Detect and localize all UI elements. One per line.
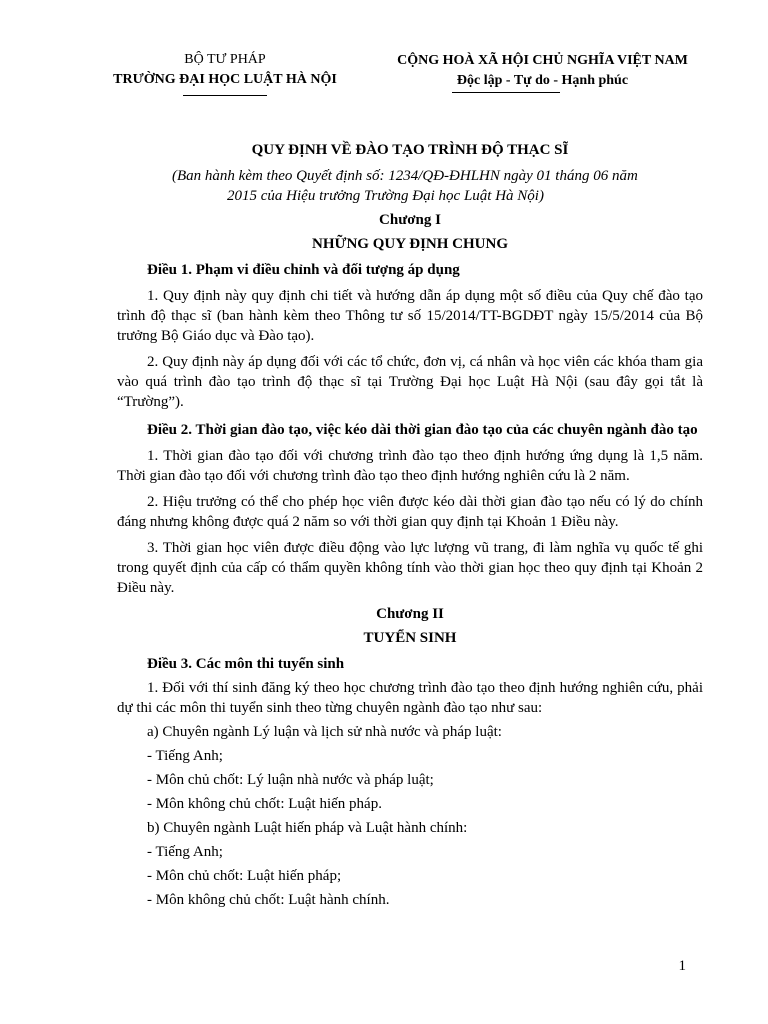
header-left-underline [183,95,267,96]
article-3-item-a-2: - Môn chủ chốt: Lý luận nhà nước và pháp luật; [147,772,434,788]
subtitle-line-2: 2015 của Hiệu trưởng Trường Đại học Luật Hà Nội) [227,188,544,204]
article-3-item-a-3: - Môn không chủ chốt: Luật hiến pháp. [147,796,382,812]
article-2-paragraph-2: 2. Hiệu trưởng có thể cho phép học viên được kéo dài thời gian đào tạo nếu có lý do chính đáng nhưng không được quá 2 năm so với thời gian quy định tại Khoản 1 Điều này. [117,494,703,530]
article-1-heading: Điều 1. Phạm vi điều chỉnh và đối tượng áp dụng [147,262,460,278]
article-3-item-b: b) Chuyên ngành Luật hiến pháp và Luật hành chính: [147,820,468,836]
article-3-item-a: a) Chuyên ngành Lý luận và lịch sử nhà nước và pháp luật: [147,724,502,740]
header-right-underline [452,92,560,93]
article-3-item-a-1: - Tiếng Anh; [147,748,223,764]
school-name: TRƯỜNG ĐẠI HỌC LUẬT HÀ NỘI [113,72,337,87]
article-1-paragraph-2: 2. Quy định này áp dụng đối với các tổ chức, đơn vị, cá nhân và học viên các khóa tham gia vào quá trình đào tạo trình độ thạc sĩ tại Trường Đại học Luật Hà Nội (sau đây gọi tắt là “Trường”). [117,354,703,410]
article-3-paragraph-1: 1. Đối với thí sinh đăng ký theo học chương trình đào tạo theo định hướng nghiên cứu, phải dự thi các môn thi tuyển sinh theo từng chuyên ngành đào tạo như sau: [117,680,703,716]
article-3-item-b-2: - Môn chủ chốt: Luật hiến pháp; [147,868,342,884]
document-title: QUY ĐỊNH VỀ ĐÀO TẠO TRÌNH ĐỘ THẠC SĨ [251,142,569,158]
article-2-heading: Điều 2. Thời gian đào tạo, việc kéo dài thời gian đào tạo của các chuyên ngành đào tạo [147,422,698,438]
chapter-1-label: Chương I [379,212,441,228]
document-subtitle [117,166,703,206]
chapter-1-name: NHỮNG QUY ĐỊNH CHUNG [312,236,508,252]
country-name: CỘNG HOÀ XÃ HỘI CHỦ NGHĨA VIỆT NAM [397,53,688,68]
article-3-item-b-1: - Tiếng Anh; [147,844,223,860]
article-2-paragraph-3: 3. Thời gian học viên được điều động vào lực lượng vũ trang, đi làm nghĩa vụ quốc tế ghi trong quyết định của cấp có thẩm quyền không tính vào thời gian học theo quy định tại Khoản 2 Điều này. [117,540,703,596]
header-right [380,51,705,91]
header-left [100,50,350,90]
chapter-2-label: Chương II [376,606,444,622]
document-body [117,140,703,910]
article-2-paragraph-1: 1. Thời gian đào tạo đối với chương trình đào tạo theo định hướng ứng dụng là 1,5 năm. Thời gian đào tạo đối với chương trình đào tạo theo định hướng nghiên cứu là 2 năm. [117,448,703,484]
national-motto: Độc lập - Tự do - Hạnh phúc [456,73,629,88]
page-number: 1 [678,958,686,974]
subtitle-line-1: (Ban hành kèm theo Quyết định số: 1234/QĐ-ĐHLHN ngày 01 tháng 06 năm [172,168,638,184]
chapter-2-name: TUYỂN SINH [363,630,457,646]
article-3-item-b-3: - Môn không chủ chốt: Luật hành chính. [147,892,390,908]
article-1-paragraph-1: 1. Quy định này quy định chi tiết và hướng dẫn áp dụng một số điều của Quy chế đào tạo trình độ thạc sĩ (ban hành kèm theo Thông tư số 15/2014/TT-BGDĐT ngày 15/5/2014 của Bộ trưởng Bộ Giáo dục và Đào tạo). [117,288,703,344]
article-3-heading: Điều 3. Các môn thi tuyển sinh [147,656,345,672]
ministry-name: BỘ TƯ PHÁP [184,52,266,67]
